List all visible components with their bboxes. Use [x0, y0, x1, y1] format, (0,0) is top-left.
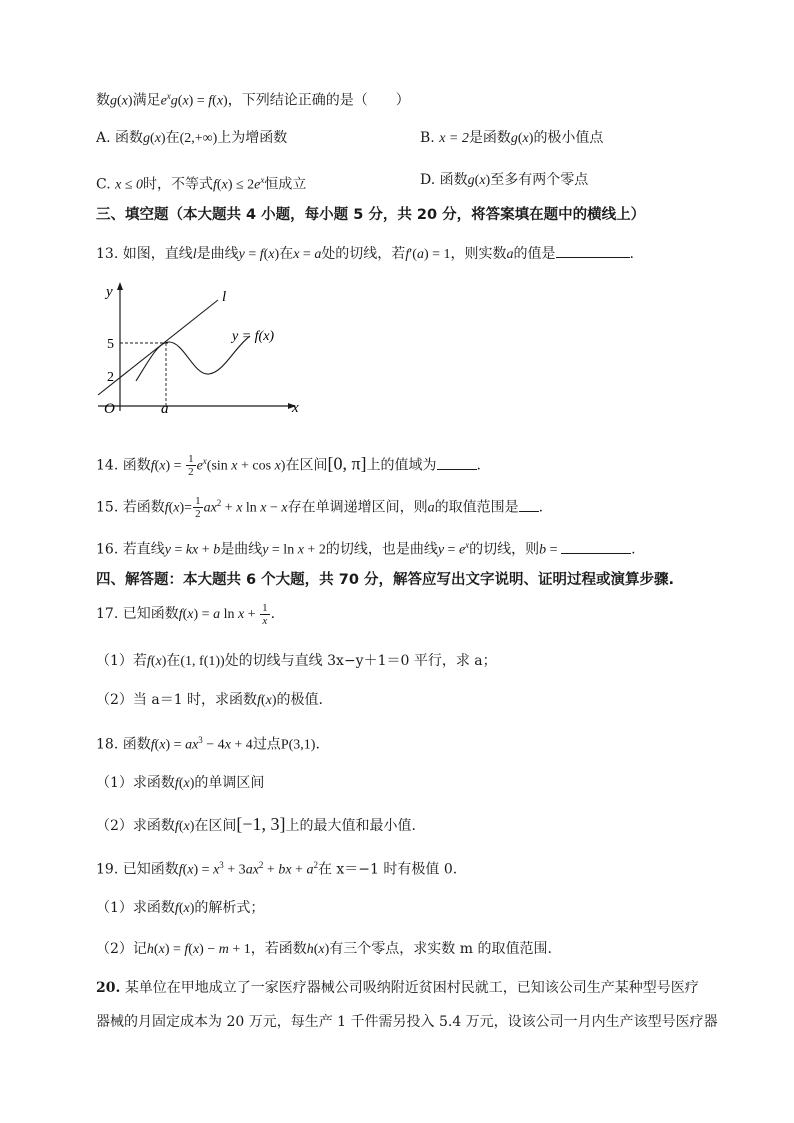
q14: 14. 函数f(x) = $\frac{1}{2}$ $e^x(\sin$ x + cos x)在区间[0, π]上的值域为 .	[96, 453, 481, 479]
q20-line-2: 器械的月固定成本为 20 万元，每生产 1 千件需另投入 5.4 万元，设该公司一月内生产该型号医疗器	[96, 1014, 718, 1030]
q19: 19. 已知函数$f(x) = x^3 + 3ax^2$ + bx + $a^2$在 x＝−1 时有极值 0.	[96, 860, 458, 878]
section-4-heading: 四、解答题：本大题共 6 个大题，共 70 分，解答应写出文字说明、证明过程或演算步骤.	[96, 572, 674, 588]
tick-label-2: 2	[107, 370, 114, 385]
q12-stem: 数g(x)满足$e^xg(x) = f(x)$，下列结论正确的是（ ）	[96, 91, 410, 109]
q18-part-2: （2）求函数f(x)在区间[−1, 3]上的最大值和最小值.	[96, 814, 416, 834]
y-axis-label: y	[106, 284, 113, 300]
line-label-l: l	[222, 289, 227, 305]
tick-label-a: a	[161, 401, 169, 417]
y-axis-arrow-icon	[117, 282, 123, 290]
q13-graph	[92, 278, 322, 428]
tick-label-5: 5	[107, 337, 114, 352]
q17-part-1: （1）若f(x)在(1, f(1))处的切线与直线 3x−y＋1＝0 平行，求 a；	[96, 653, 497, 669]
option-a: A. 函数g(x)在(2,+∞)上为增函数	[96, 130, 288, 146]
q20-line-1: 20. 某单位在甲地成立了一家医疗器械公司吸纳附近贫困村民就工，已知该公司生产某种型号医疗	[96, 980, 699, 996]
option-d: D. 函数g(x)至多有两个零点	[420, 172, 589, 188]
q17: 17. 已知函数f(x) = a ln x + $\frac{1}{x}$ .	[96, 601, 276, 627]
option-b: B. x = 2是函数g(x)的极小值点	[420, 130, 604, 146]
q13: 13. 如图，直线l是曲线y = f(x)在x = a处的切线，若f′(a) = 1，则实数a的值是 .	[96, 243, 634, 265]
q19-part-1: （1）求函数f(x)的解析式；	[96, 900, 265, 916]
x-axis-label: x	[292, 400, 299, 416]
q18-part-1: （1）求函数f(x)的单调区间	[96, 775, 265, 791]
q18: 18. 函数$f(x) = ax^3 - 4x + 4$过点P(3,1).	[96, 735, 320, 753]
q19-part-2: （2）记h(x) = f(x) − m + 1，若函数h(x)有三个零点，求实数 m 的取值范围.	[96, 941, 552, 957]
q17-part-2: （2）当 a＝1 时，求函数f(x)的极值.	[96, 692, 323, 708]
q16: 16. 若直线y = kx + b是曲线y = ln x + 2的切线，也是曲线$y = e^x$的切线，则b = .	[96, 540, 636, 558]
curve-label: y = f(x)	[232, 329, 275, 344]
option-c: C. x ≤ 0时，不等式$f(x) \le 2e^x$恒成立	[96, 175, 307, 193]
section-3-heading: 三、填空题（本大题共 4 小题，每小题 5 分，共 20 分，将答案填在题中的横线上）	[96, 207, 646, 223]
origin-label: O	[104, 401, 115, 417]
q15: 15. 若函数f(x)= $\frac{1}{2}$ $ax^2 + x$ ln x − x存在单调递增区间，则a的取值范围是 .	[96, 495, 544, 521]
